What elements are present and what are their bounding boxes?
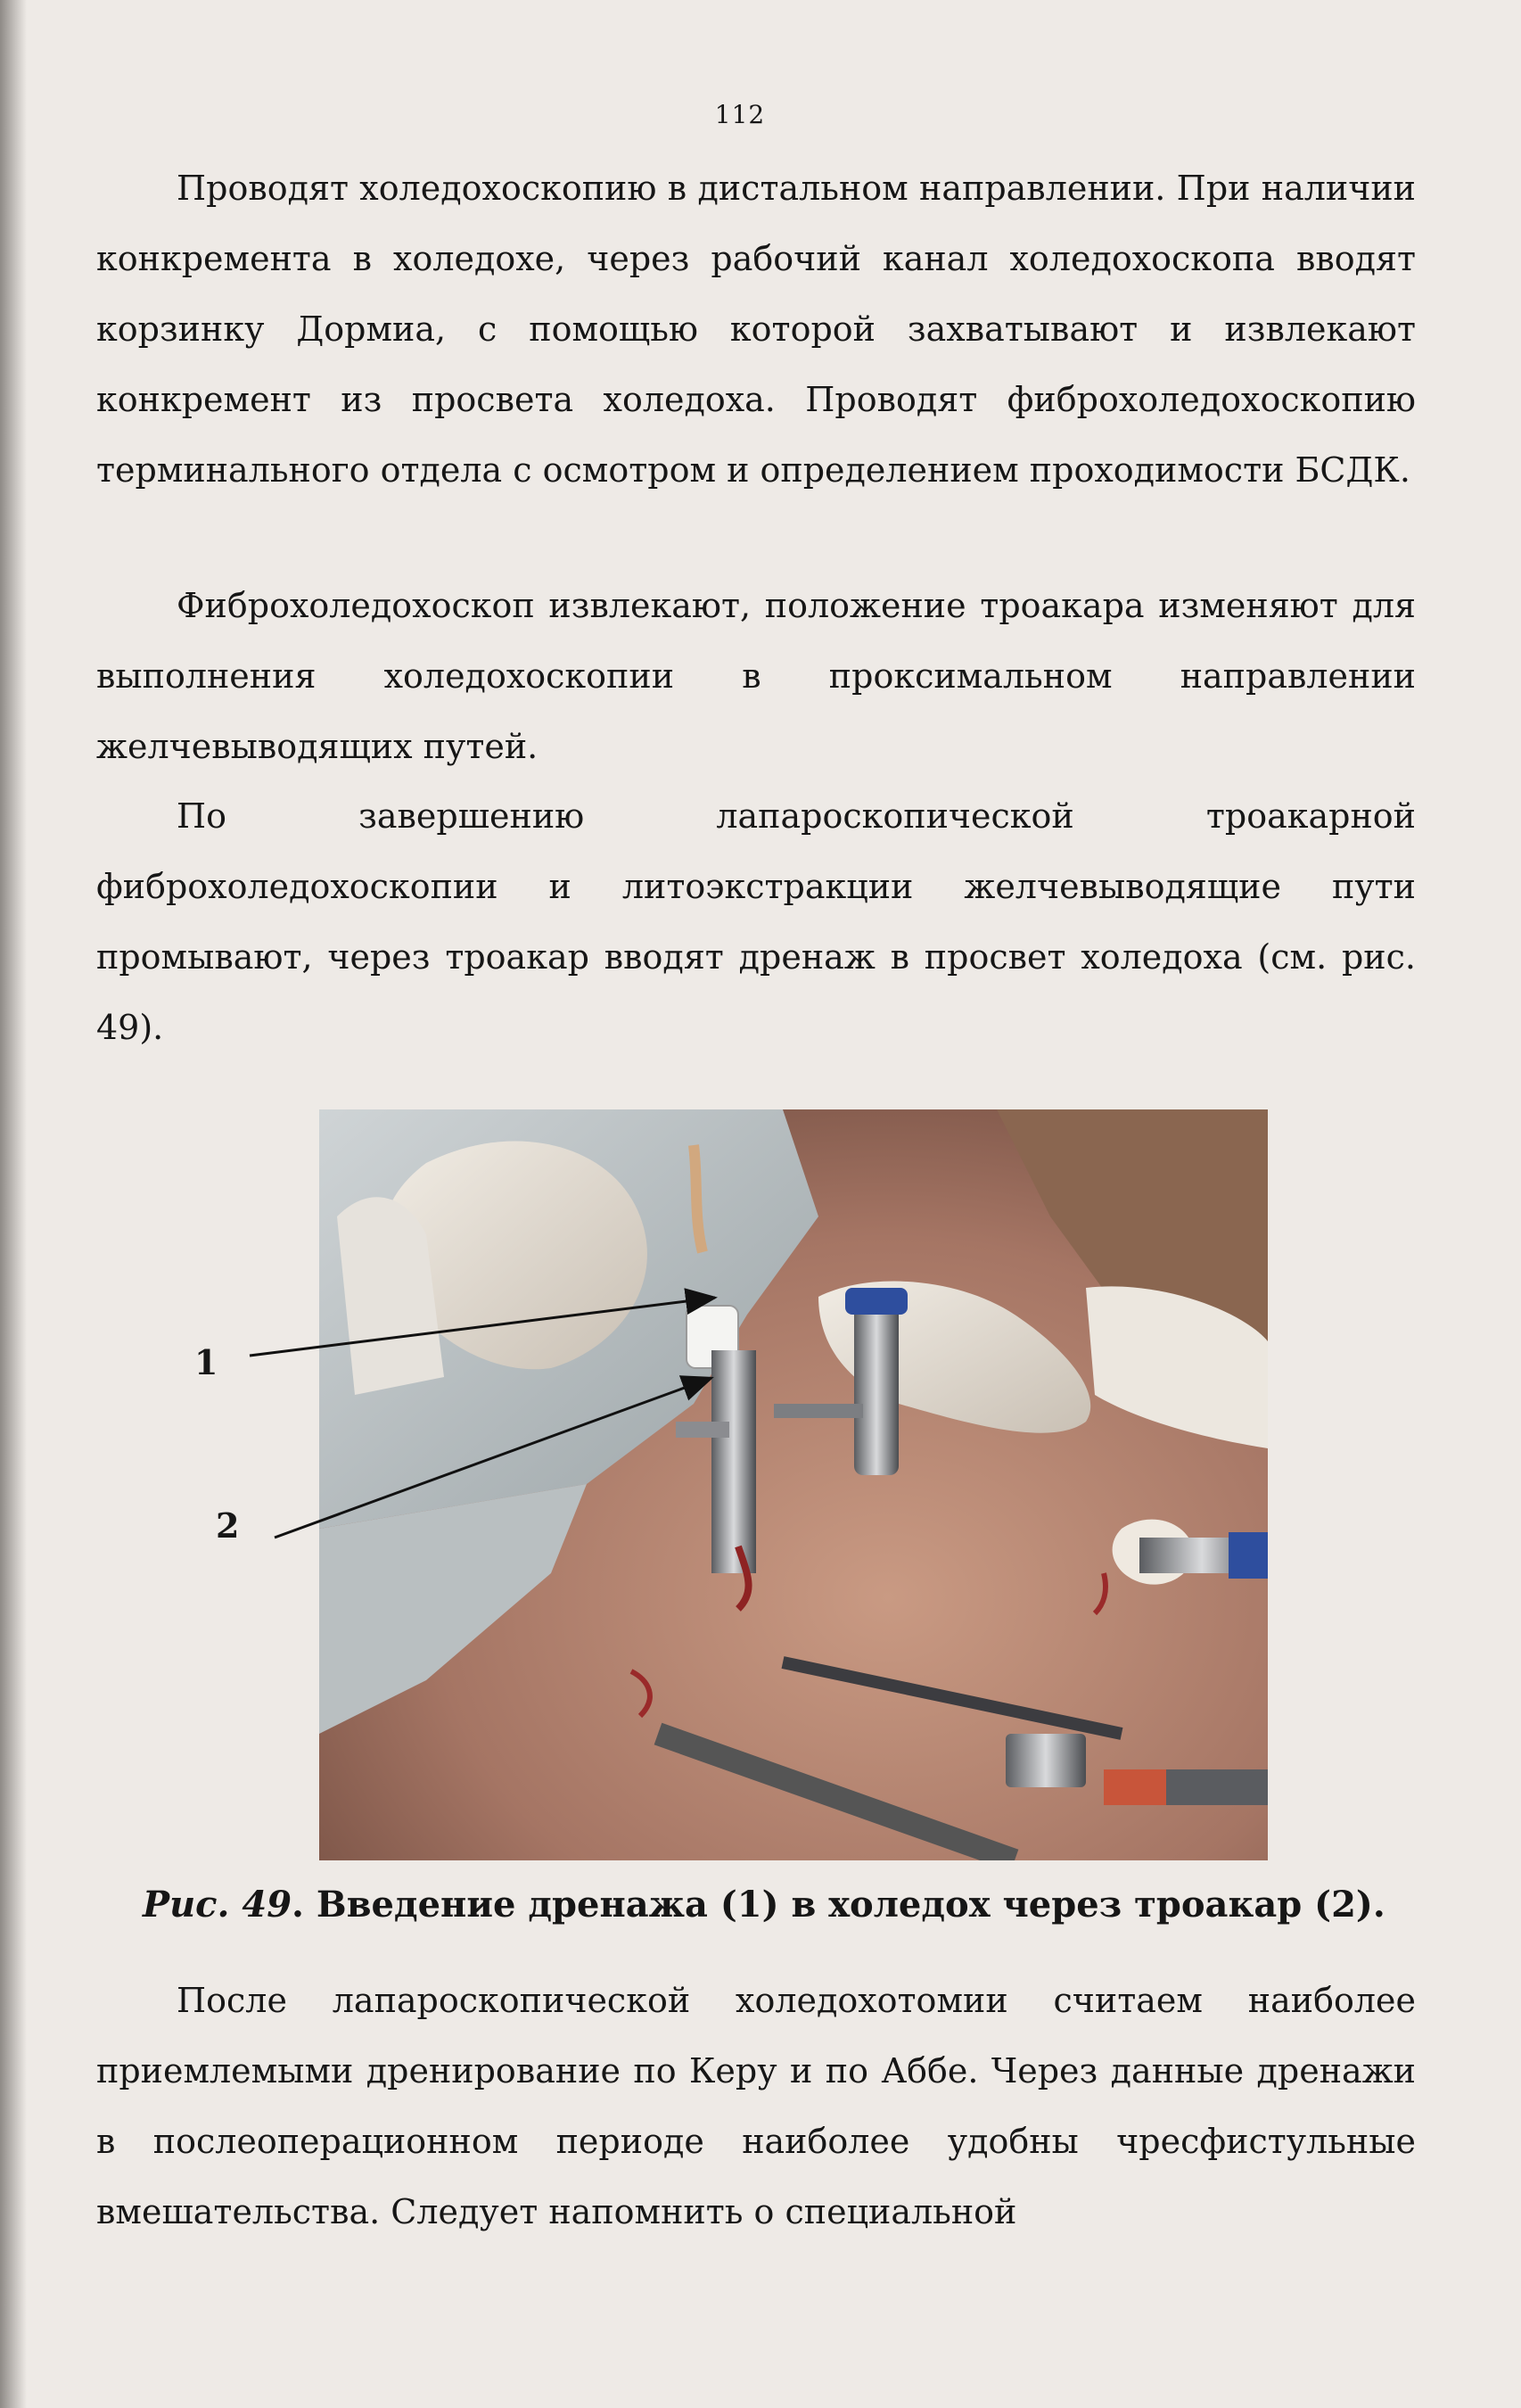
paragraph-1: Проводят холедохоскопию в дистальном направлении. При наличии конкремента в холедохе, через рабочий канал холедохоскопа вводят корзинку Дормиа, с помощью которой захватывают и извлекают конкремент из просвета холедоха. Проводят фиброхоледохоскопию терминального отдела с осмотром и определением проходимости БСДК. xyxy=(96,169,1416,490)
caption-text: . Введение дренажа (1) в холедох через троакар (2). xyxy=(292,1884,1385,1926)
figure-label-2: 2 xyxy=(216,1505,240,1546)
page-number: 112 xyxy=(714,100,766,129)
paragraph-3: По завершению лапароскопической троакарной фиброхоледохоскопии и литоэкстракции желчевыводящие пути промывают, через троакар вводят дренаж в просвет холедоха (см. рис. 49). xyxy=(96,796,1416,1047)
paragraph-2: Фиброхоледохоскоп извлекают, положение троакара изменяют для выполнения холедохоскопии в проксимальном направлении желчевыводящих путей. xyxy=(96,586,1416,766)
surgery-photo xyxy=(319,1109,1268,1860)
page-binding-shadow xyxy=(0,0,27,2408)
surgery-photo-illustration xyxy=(319,1109,1268,1860)
figure-caption xyxy=(143,1884,1426,1926)
paragraph-4: После лапароскопической холедохотомии считаем наиболее приемлемыми дренирование по Керу и по Аббе. Через данные дренажи в послеоперационном периоде наиболее удобны чресфистульные вмешательства. Следует напомнить о специальной xyxy=(96,1981,1416,2231)
figure-label-1: 1 xyxy=(194,1342,218,1382)
caption-prefix: Рис. 49 xyxy=(143,1884,292,1926)
